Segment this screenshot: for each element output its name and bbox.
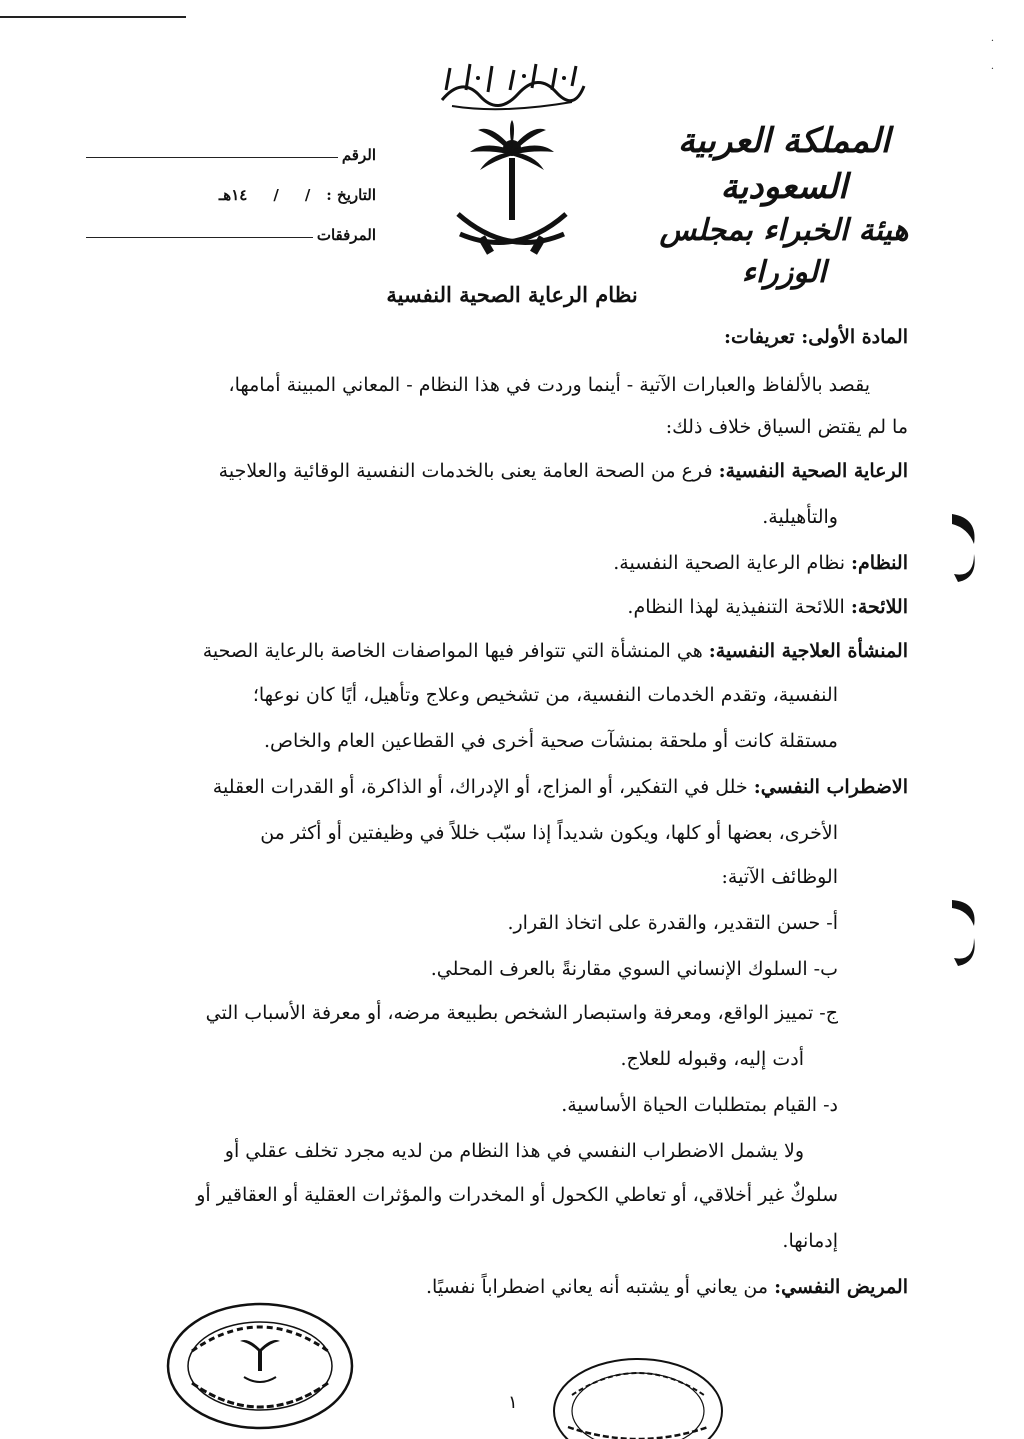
definition-text: الوظائف الآتية: (721, 866, 838, 888)
date-separator: / (304, 186, 311, 204)
reference-number-row (86, 124, 376, 164)
definition-text: فرع من الصحة العامة يعنى بالخدمات النفسية الوقائية والعلاجية (218, 460, 719, 482)
definition-term: النظام: (851, 552, 908, 574)
definition-regulation (627, 596, 908, 618)
attachments-line (86, 236, 313, 238)
document-title: نظام الرعاية الصحية النفسية (386, 282, 638, 307)
binder-mark-icon (944, 892, 984, 932)
intro-line: ما لم يقتض السياق خلاف ذلك: (665, 416, 908, 438)
definition-term: الاضطراب النفسي: (753, 776, 908, 798)
top-rule (0, 16, 186, 18)
attachments-row (86, 204, 376, 244)
reference-number-label: الرقم (341, 146, 376, 164)
intro-line: يقصد بالألفاظ والعبارات الآتية - أينما وردت في هذا النظام - المعاني المبينة أمامها، (228, 374, 870, 396)
binder-mark-icon (944, 548, 984, 588)
exclusion-line: ولا يشمل الاضطراب النفسي في هذا النظام من لديه مجرد تخلف عقلي أو (224, 1140, 804, 1162)
definition-text: هي المنشأة التي تتوافر فيها المواصفات الخاصة بالرعاية الصحية (202, 640, 709, 662)
date-fields (219, 186, 310, 204)
definition-text: اللائحة التنفيذية لهذا النظام. (627, 596, 851, 618)
issuer-heading (634, 118, 934, 294)
definition-mental-health-care (219, 460, 908, 482)
list-item: د- القيام بمتطلبات الحياة الأساسية. (561, 1094, 838, 1116)
page-number: ١ (508, 1392, 518, 1413)
definition-term: الرعاية الصحية النفسية: (718, 460, 908, 482)
official-seal-stamp (162, 1293, 358, 1439)
authority-name: هيئة الخبراء بمجلس الوزراء (659, 213, 909, 290)
date-separator: / (273, 186, 279, 204)
exclusion-line: إدمانها. (782, 1230, 838, 1252)
date-year-suffix: ١٤هـ (218, 186, 248, 204)
exclusion-line: سلوكٌ غير أخلاقي، أو تعاطي الكحول أو المخدرات والمؤثرات العقلية أو العقاقير أو (196, 1184, 838, 1206)
definition-mental-disorder (213, 776, 908, 798)
reference-block (86, 124, 376, 244)
scan-specks: · · (990, 36, 994, 75)
binder-mark-icon (944, 508, 984, 548)
reference-number-line (86, 156, 338, 158)
list-item: ج- تمييز الواقع، ومعرفة واستبصار الشخص بطبيعة مرضه، أو معرفة الأسباب التي (205, 1002, 838, 1024)
definition-text: خلل في التفكير، أو المزاج، أو الإدراك، أو الذاكرة، أو القدرات العقلية (212, 776, 754, 798)
definition-text: الأخرى، بعضها أو كلها، ويكون شديداً إذا سبّب خللاً في وظيفتين أو أكثر من (260, 822, 838, 844)
definition-treatment-facility (203, 640, 908, 662)
basmala-calligraphy (432, 56, 592, 114)
definition-text: من يعاني أو يشتبه أنه يعاني اضطراباً نفسيًا. (426, 1276, 775, 1298)
definition-text: والتأهيلية. (762, 506, 838, 528)
definition-text: النفسية، وتقدم الخدمات النفسية، من تشخيص وعلاج وتأهيل، أيًا كان نوعها؛ (252, 684, 838, 706)
definition-mental-patient (426, 1276, 908, 1298)
kingdom-name: المملكة العربية السعودية (677, 121, 891, 207)
secretariat-seal-stamp (548, 1351, 728, 1439)
list-item: ب- السلوك الإنساني السوي مقارنةً بالعرف المحلي. (430, 958, 838, 980)
definition-text: مستقلة كانت أو ملحقة بمنشآت صحية أخرى في القطاعين العام والخاص. (263, 730, 838, 752)
attachments-label: المرفقات (316, 226, 376, 244)
list-item: أ- حسن التقدير، والقدرة على اتخاذ القرار. (507, 912, 838, 934)
list-item: أدت إليه، وقبوله للعلاج. (620, 1048, 804, 1070)
definition-term: المريض النفسي: (774, 1276, 908, 1298)
definition-term: المنشأة العلاجية النفسية: (708, 640, 908, 662)
definition-text: نظام الرعاية الصحية النفسية. (613, 552, 852, 574)
definition-term: اللائحة: (850, 596, 908, 618)
date-row (86, 164, 376, 204)
definition-system (613, 552, 908, 574)
saudi-emblem-icon (448, 118, 576, 266)
date-label: التاريخ : (326, 186, 376, 204)
binder-mark-icon (944, 932, 984, 972)
article-heading: المادة الأولى: تعريفات: (724, 326, 908, 348)
